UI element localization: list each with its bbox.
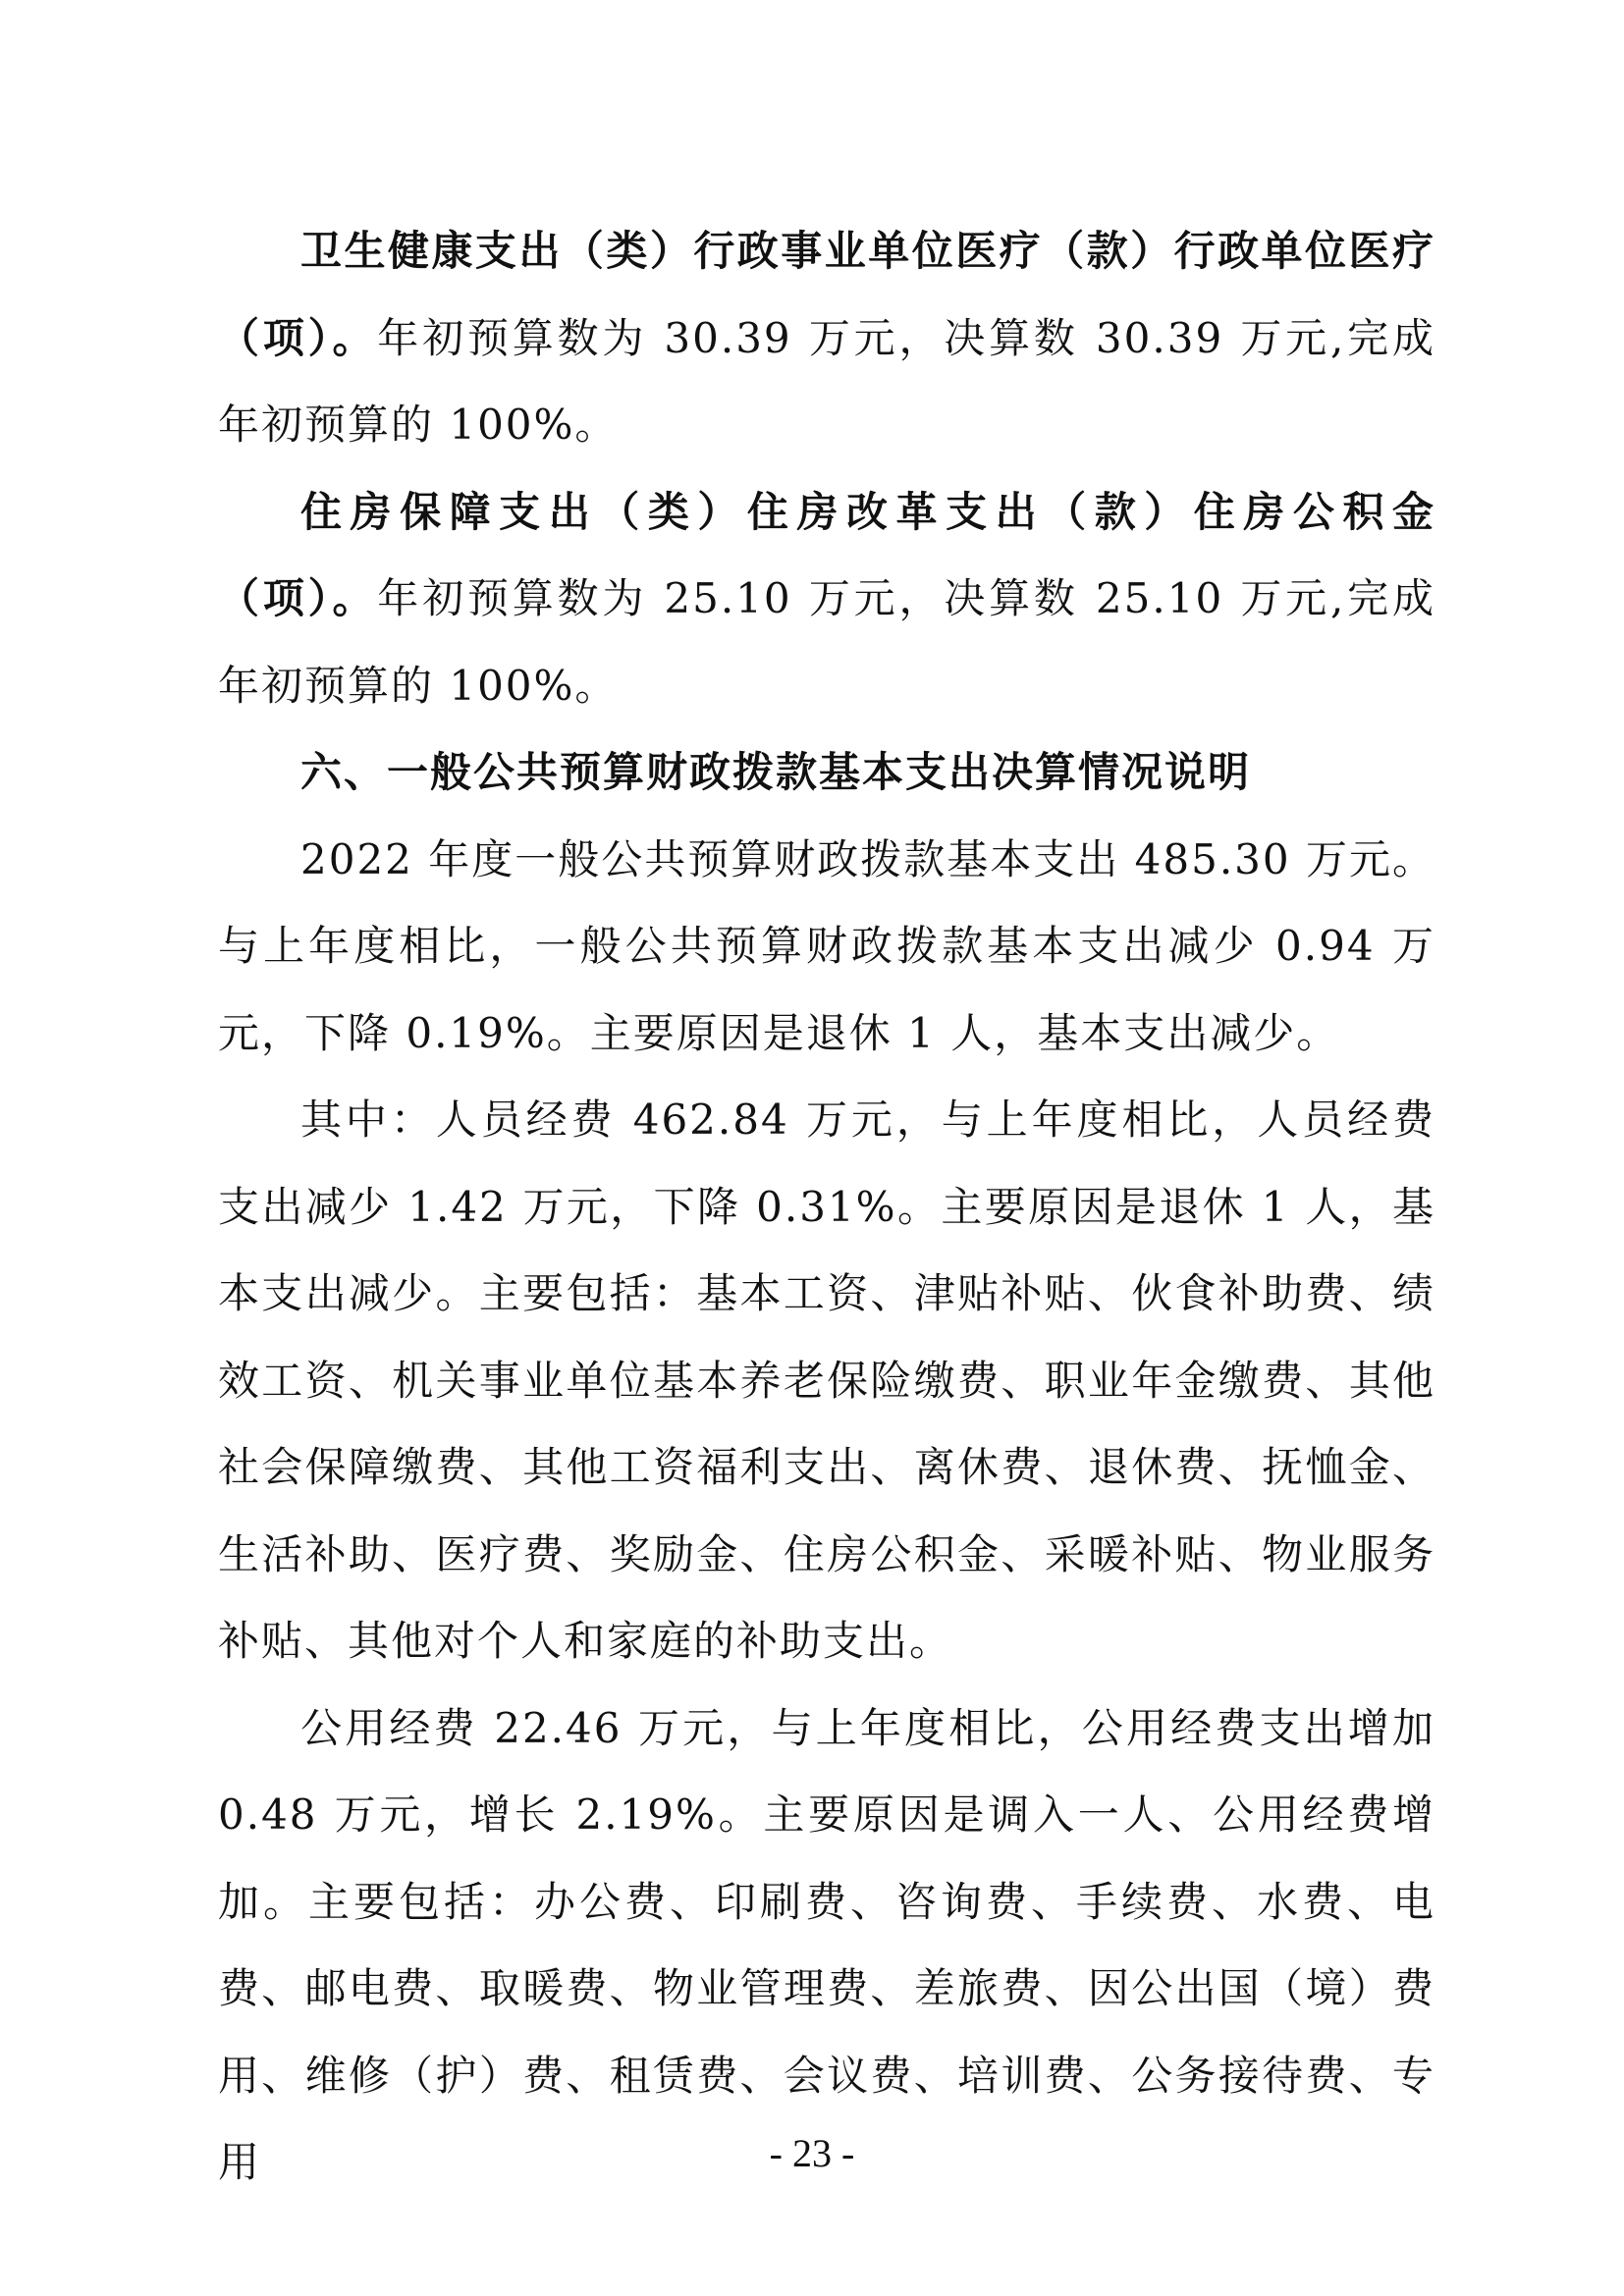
page-number: - 23 - <box>769 2131 855 2175</box>
paragraph-body: 年初预算数为 30.39 万元，决算数 30.39 万元,完成年初预算的 100%。 <box>218 313 1435 449</box>
paragraph-housing-expenditure <box>218 469 1435 730</box>
paragraph-public-expenses: 公用经费 22.46 万元，与上年度相比，公用经费支出增加 0.48 万元，增长 2.19%。主要原因是调入一人、公用经费增加。主要包括：办公费、印刷费、咨询费、手续费、水费、电费、邮电费、取暖费、物业管理费、差旅费、因公出国（境）费用、维修（护）费、租赁费、会议费、培训费、公务接待费、专用 <box>218 1703 1435 2186</box>
paragraph-body: 年初预算数为 25.10 万元，决算数 25.10 万元,完成年初预算的 100%。 <box>218 574 1435 710</box>
paragraph-basic-expenditure: 2022 年度一般公共预算财政拨款基本支出 485.30 万元。与上年度相比，一般公共预算财政拨款基本支出减少 0.94 万元，下降 0.19%。主要原因是退休 1 人，基本支出减少。 <box>218 834 1435 1057</box>
paragraph-personnel-expenses: 其中：人员经费 462.84 万元，与上年度相比，人员经费支出减少 1.42 万元，下降 0.31%。主要原因是退休 1 人，基本支出减少。主要包括：基本工资、津贴补贴、伙食补助费、绩效工资、机关事业单位基本养老保险缴费、职业年金缴费、其他社会保障缴费、其他工资福利支出、离休费、退休费、抚恤金、生活补助、医疗费、奖励金、住房公积金、采暖补贴、物业服务补贴、其他对个人和家庭的补助支出。 <box>218 1095 1435 1665</box>
paragraph-bold-lead: 卫生健康支出（类）行政事业单位医疗（款）行政单位医疗（项）。 <box>218 227 1435 362</box>
paragraph-bold-lead: 住房保障支出（类）住房改革支出（款）住房公积金（项）。 <box>218 487 1435 622</box>
section-heading: 六、一般公共预算财政拨款基本支出决算情况说明 <box>300 748 1252 796</box>
body-text <box>218 208 1435 2207</box>
paragraph-health-expenditure <box>218 208 1435 469</box>
